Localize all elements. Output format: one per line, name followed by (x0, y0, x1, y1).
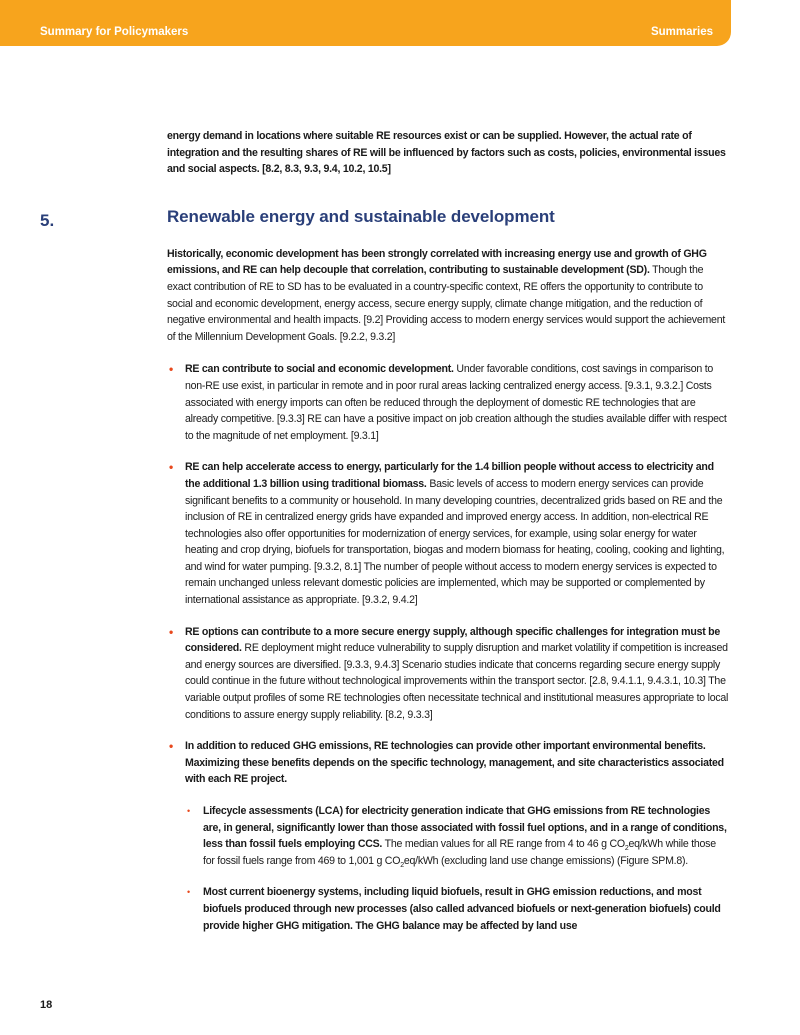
sub-bullet-icon: • (187, 806, 190, 816)
bullet-icon: • (169, 460, 173, 475)
subscript: 2 (400, 861, 404, 869)
bullet-text: RE deployment might reduce vulnerability to supply disruption and market volatility if competition is increased and energy sources are diversified. [9.3.3, 9.4.3] Scenario studies indicate that concerns regarding secure energy supply could continue in the future without technological improvements within the transport sector. [2.8, 9.4.1.1, 9.4.3.1, 10.3] The variable output profiles of some RE technologies often necessitate technical and institutional measures appropriate to local conditions to assure energy supply reliability. [8.2, 9.3.3] (185, 642, 729, 721)
intro-paragraph: energy demand in locations where suitable RE resources exist or can be supplied. However, the actual rate of integration and the resulting shares of RE will be influenced by factors such as costs, policies, environmental issues and social aspects. [8.2, 8.3, 9.3, 9.4, 10.2, 10.5] (167, 130, 726, 176)
bullet-item (167, 738, 729, 934)
bullet-bold: RE can contribute to social and economic development. (185, 363, 454, 376)
sub-bullet-text: The median values for all RE range from 4 to 46 g CO (382, 838, 625, 851)
header-category-label: Summaries (650, 26, 713, 38)
header-bar (0, 0, 731, 46)
section-intro-text: Though the exact contribution of RE to SD has to be evaluated in a country-specific context, RE offers the opportunity to contribute to social and economic development, energy access, secure energy supply, climate change mitigation, and the reduction of negative environmental and health impacts. [9.2] Providing access to modern energy services would support the achievement of the Millennium Development Goals. [9.2.2, 9.3.2] (167, 264, 726, 343)
bullet-bold: RE can help accelerate access to energy, particularly for the 1.4 billion people without access to electricity and the additional 1.3 billion using traditional biomass. (185, 461, 714, 490)
section-number: 5. (40, 211, 55, 230)
bullet-text: Under favorable conditions, cost savings in comparison to non-RE use exist, in particular in remote and in poor rural areas lacking centralized energy access. [9.3.1, 9.3.2.] Costs associated with energy imports can often be reduced through the deployment of domestic RE technologies that are already competitive. [9.3.3] RE can have a positive impact on job creation although the studies available differ with respect to the magnitude of net employment. [9.3.1] (185, 363, 727, 442)
sub-bullet-item (185, 884, 729, 934)
bullet-item (167, 361, 729, 444)
bullet-icon: • (169, 624, 173, 639)
sub-bullet-bold: Most current bioenergy systems, including liquid biofuels, result in GHG emission reductions, and most biofuels produced through new processes (also called advanced biofuels or next-generation biofuels) could provide higher GHG mitigation. The GHG balance may be affected by land use (203, 886, 721, 932)
bullet-list (167, 361, 729, 934)
bullet-text: Basic levels of access to modern energy services can provide significant benefits to a community or household. In many developing countries, decentralized grids based on RE and the inclusion of RE in centralized energy grids have expanded and improved energy access. In addition, non-electrical RE technologies also offer opportunities for modernization of energy services, for example, using solar energy for water heating and crop drying, biofuels for transportation, biogas and modern biomass for heating, cooling, cooking and lighting, and wind for water pumping. [9.3.2, 8.1] The number of people without access to modern energy services is expected to remain unchanged unless relevant domestic policies are implemented, which may be supported or complemented by international assistance as appropriate. [9.3.2, 9.4.2] (185, 477, 725, 607)
bullet-bold: In addition to reduced GHG emissions, RE technologies can provide other important environmental benefits. Maximizing these benefits depends on the specific technology, management, and site characteristics associated with each RE project. (185, 740, 724, 786)
sub-bullet-list (185, 803, 729, 934)
header-section-label: Summary for Policymakers (40, 26, 189, 38)
section-intro-paragraph (167, 246, 729, 346)
sub-bullet-text: eq/kWh while those for fossil fuels range from 469 to 1,001 g CO (203, 838, 716, 867)
sub-bullet-text: eq/kWh (excluding land use change emissions) (Figure SPM.8). (403, 854, 688, 867)
page-number: 18 (40, 999, 53, 1011)
bullet-item (167, 459, 729, 608)
bullet-bold: RE options can contribute to a more secure energy supply, although specific challenges for integration must be considered. (185, 625, 721, 655)
bullet-icon: • (169, 739, 173, 754)
section-intro-bold: Historically, economic development has been strongly correlated with increasing energy use and growth of GHG emissions, and RE can help decouple that correlation, contributing to sustainable development (SD). (167, 247, 707, 277)
sub-bullet-bold: Lifecycle assessments (LCA) for electricity generation indicate that GHG emissions from RE technologies are, in general, significantly lower than those associated with fossil fuel options, and in a range of conditions, less than fossil fuels employing CCS. (203, 805, 727, 851)
subscript: 2 (624, 845, 629, 853)
page-content (167, 128, 729, 949)
sub-bullet-icon: • (187, 887, 190, 898)
section-title: Renewable energy and sustainable development (167, 206, 555, 226)
bullet-item (167, 624, 729, 724)
sub-bullet-item (185, 803, 729, 869)
bullet-icon: • (169, 362, 173, 377)
